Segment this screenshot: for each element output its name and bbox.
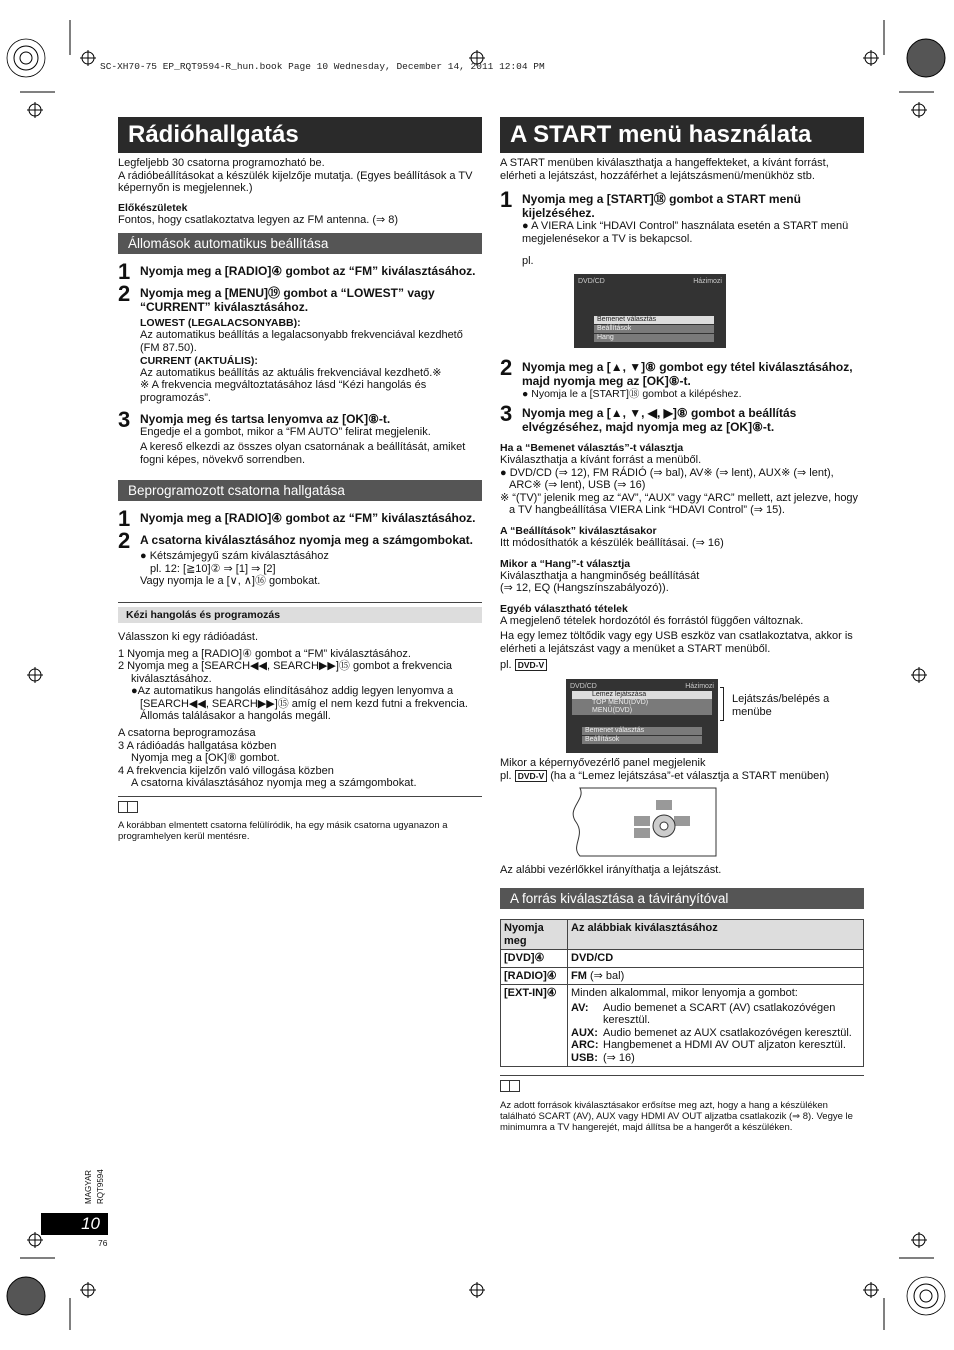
table-row	[501, 967, 864, 985]
step-detail: ● Nyomja le a [START]⑱ gombot a kilépéshez.	[522, 387, 742, 400]
note-text: A korábban elmentett csatorna felülíródik, ha egy másik csatorna ugyanazon a programhelyen kerül mentésre.	[118, 819, 448, 842]
lowest-heading: LOWEST (LEGALACSONYABB):	[140, 317, 301, 330]
option-text: Audio bemenet az AUX csatlakozóvégen keresztül.	[603, 1026, 852, 1039]
step-2: 2 Nyomja meg a [MENU]⑲ gombot a “LOWEST” vagy “CURRENT” kiválasztásához. LOWEST (LEGALACSONYABB): Az automatikus beállítás a legalacsonyabb frekvenciával kezdhető (FM 87.50). CURRENT (AKTUÁLIS): Az automatikus beállítás az aktuális frekvenciával kezdhető.※ ※ A frekvencia megváltoztatásához lásd “Kézi hangolás és programozás”.	[118, 286, 482, 404]
table-cell: [RADIO]④	[501, 967, 568, 985]
step-text: Nyomja meg és tartsa lenyomva az [OK]⑧-t.	[140, 412, 391, 427]
table-cell: [DVD]④	[501, 950, 568, 968]
manual-tuning-heading: Kézi hangolás és programozás	[118, 607, 482, 623]
page-number: 10	[41, 1213, 108, 1235]
dvd-v-badge: DVD-V	[515, 659, 547, 671]
manual-text: A csatorna kiválasztásához nyomja meg a számgombokat.	[131, 777, 417, 790]
body-text: ● DVD/CD (⇒ 12), FM RÁDIÓ (⇒ bal), AV※ (⇒ lent), AUX※ (⇒ lent),	[500, 466, 834, 479]
step-detail: pl. 12: [≧10]② ⇒ [1] ⇒ [2]	[150, 562, 276, 575]
table-header-cell: Nyomja meg	[501, 920, 568, 950]
manual-text: Nyomja meg a [OK]⑧ gombot.	[131, 752, 280, 765]
callout-text: Lejátszás/belépés a menübe	[732, 693, 830, 718]
menu-item-play-disc[interactable]: Lemez lejátszása	[572, 691, 712, 699]
menu-item-input-select[interactable]: Bemenet választás	[582, 727, 702, 735]
manual-text: 1 Nyomja meg a [RADIO]④ gombot a “FM” kiválasztásához.	[118, 647, 411, 660]
step-detail: ● Kétszámjegyű szám kiválasztásához	[140, 550, 329, 563]
body-text: Mikor a képernyővezérlő panel megjelenik	[500, 757, 706, 770]
left-page-title: Rádióhallgatás	[118, 117, 482, 153]
right-page-title: A START menü használata	[500, 117, 864, 153]
step-text: Nyomja meg a [START]⑱ gombot a START menü kijelzéséhez.	[522, 192, 801, 221]
body-text: ※ “(TV)” jelenik meg az “AV”, “AUX” vagy “ARC” mellett, azt jelezve, hogy a TV hangbeállítása VIERA Link “HDAVI Control” (⇒ 15).	[500, 491, 859, 517]
table-header-row	[501, 920, 864, 950]
menu-item-menu[interactable]: MENÜ(DVD)	[572, 707, 712, 715]
table-cell	[568, 985, 864, 1067]
menu-item-input-select[interactable]: Bemenet választás	[594, 316, 714, 324]
step-1: 1 Nyomja meg a [RADIO]④ gombot az “FM” kiválasztásához.	[118, 511, 482, 525]
body-text: Itt módosíthatók a készülék beállításai. (⇒ 16)	[500, 536, 724, 549]
menu-item-settings[interactable]: Beállítások	[594, 325, 714, 333]
screen-label: Házimozi	[693, 277, 722, 285]
print-page-number: 76	[98, 1238, 108, 1248]
side-labels	[84, 1158, 105, 1208]
body-text: Ha egy lemez töltődik vagy egy USB eszköz van csatlakoztatva, akkor is elérheti a lejátszást vagy a menüket a START menüből.	[500, 630, 853, 655]
manual-text: ●Az automatikus hangolás elindításához addig legyen lenyomva a	[131, 685, 454, 698]
current-note: ※ A frekvencia megváltoztatásához lásd “Kézi hangolás és programozás”.	[140, 379, 427, 404]
body-text: Kiválaszthatja a hangminőség beállítását	[500, 569, 700, 582]
note-book-icon	[500, 1080, 520, 1092]
body-text: Kiválaszthatja a kívánt forrást a menüből.	[500, 453, 702, 466]
sub-heading: Ha a “Bemenet választás”-t választja	[500, 441, 684, 454]
example-label: pl.	[500, 658, 512, 671]
current-heading: CURRENT (AKTUÁLIS):	[140, 354, 258, 367]
option-label: USB:	[571, 1051, 598, 1064]
intro-text: A rádióbeállításokat a készülék kijelzője mutatja. (Egyes beállítások a TV képernyőn is megjelennek.)	[118, 169, 473, 195]
step-2: 2 Nyomja meg a [▲, ▼]⑧ gombot egy tétel kiválasztásához, majd nyomja meg az [OK]⑧-t. ● Nyomja le a [START]⑱ gombot a kilépéshez.	[500, 360, 864, 400]
manual-text: [SEARCH◀◀, SEARCH▶▶]⑮ amíg el nem kezd futni a frekvencia.	[140, 697, 468, 710]
manual-text: A csatorna beprogramozása	[118, 727, 256, 740]
step-1: 1 Nyomja meg a [START]⑱ gombot a START menü kijelzéséhez. ● A VIERA Link “HDAVI Control” használata esetén a START menü megjelenésekor a TV is bekapcsol. pl. DVD/CD Házimozi Bemenet választás Beállítások Hang	[500, 192, 864, 348]
sub-heading: Egyéb választható tételek	[500, 602, 628, 615]
option-label: AV:	[571, 1001, 589, 1014]
manual-text: Válasszon ki egy rádióadást.	[118, 630, 259, 643]
table-cell: DVD/CD	[568, 950, 864, 968]
example-label: pl.	[500, 769, 512, 782]
screen-label: Házimozi	[685, 683, 714, 691]
option-label: AUX:	[571, 1026, 598, 1039]
table-cell: [EXT-IN]④	[501, 985, 568, 1067]
step-3: 3 Nyomja meg és tartsa lenyomva az [OK]⑧-t. Engedje el a gombot, mikor a “FM AUTO” felirat megjelenik. A kereső elkezdi az összes olyan csatornának a beállítását, amiket fogni képes, növekvő sorrendben.	[118, 412, 482, 466]
step-text: Nyomja meg a [▲, ▼]⑧ gombot egy tétel kiválasztásához, majd nyomja meg az [OK]⑧-t.	[522, 359, 853, 388]
body-text: Az alábbi vezérlőkkel irányíthatja a lejátszást.	[500, 863, 722, 876]
table-row	[501, 950, 864, 968]
screen-label: DVD/CD	[578, 277, 605, 285]
option-text: Audio bemenet a SCART (AV) csatlakozóvégen keresztül.	[603, 1001, 836, 1027]
body-text: (ha a “Lemez lejátszása”-et választja a START menüben)	[550, 769, 829, 782]
step-3: 3 Nyomja meg a [▲, ▼, ◀, ▶]⑧ gombot a beállítás elvégzéséhez, majd nyomja meg az [OK]⑧-t.	[500, 406, 864, 434]
step-detail: Vagy nyomja le a [∨, ∧]⑯ gombokat.	[140, 575, 321, 588]
table-cell-text: Minden alkalommal, mikor lenyomja a gombot:	[571, 987, 798, 1000]
step-detail: A kereső elkezdi az összes olyan csatornának a beállítását, amiket fogni képes, növekvő sorrendben.	[140, 440, 466, 466]
menu-item-settings[interactable]: Beállítások	[582, 736, 702, 744]
manual-text: Állomás találásakor a hangolás megáll.	[140, 710, 331, 723]
source-table	[500, 919, 864, 1067]
menu-item-sound[interactable]: Hang	[594, 334, 714, 342]
table-row	[501, 985, 864, 1067]
file-header: SC-XH70-75 EP_RQT9594-R_hun.book Page 10 Wednesday, December 14, 2011 12:04 PM	[100, 61, 545, 72]
manual-text: 2 Nyomja meg a [SEARCH◀◀, SEARCH▶▶]⑮ gombot a frekvencia	[118, 660, 453, 673]
example-label: pl.	[522, 255, 534, 268]
screen-label: DVD/CD	[570, 683, 597, 691]
intro-text: Legfeljebb 30 csatorna programozható be.	[118, 157, 325, 169]
step-detail: ● A VIERA Link “HDAVI Control” használata esetén a START menü megjelenésekor a TV is bekapcsol.	[522, 220, 849, 245]
note-text: Az adott források kiválasztásakor erősítse meg azt, hogy a hang a készüléken található SCART (AV), AUX vagy HDMI AV OUT aljzatba csatlakozik (⇒ 8). Vegye le minimumra a TV hangerejét, majd állítsa be a hangerőt a készüléken.	[500, 1100, 853, 1134]
step-text: Nyomja meg a [MENU]⑲ gombot a “LOWEST” vagy “CURRENT” kiválasztásához.	[140, 286, 435, 315]
start-menu-screen	[574, 274, 726, 348]
table-header-cell: Az alábbiak kiválasztásához	[568, 920, 864, 950]
step-text: Nyomja meg a [▲, ▼, ◀, ▶]⑧ gombot a beállítás elvégzéséhez, majd nyomja meg az [OK]⑧-t.	[522, 405, 797, 434]
manual-text: kiválasztásához.	[131, 672, 212, 685]
step-detail: Engedje el a gombot, mikor a “FM AUTO” felirat megjelenik.	[140, 426, 431, 439]
sub-heading: Mikor a “Hang”-t választja	[500, 557, 631, 570]
sub-heading: A “Beállítások” kiválasztásakor	[500, 524, 657, 537]
table-cell-ref: (⇒ bal)	[589, 969, 625, 982]
option-text: (⇒ 16)	[603, 1051, 635, 1064]
lowest-text: Az automatikus beállítás a legalacsonyabb frekvenciával kezdhető (FM 87.50).	[140, 329, 463, 354]
option-label: ARC:	[571, 1039, 599, 1052]
option-text: Hangbemenet a HDMI AV OUT aljzaton keresztül.	[603, 1039, 846, 1052]
dvd-v-badge: DVD-V	[515, 770, 547, 782]
prep-heading: Előkészületek	[118, 201, 188, 214]
intro-text: A START menüben kiválaszthatja a hangeffekteket, a kívánt forrást, elérheti a lejátszást, hozzáférhet a lejátszásmenü/menükhöz stb.	[500, 157, 829, 182]
prep-text: Fontos, hogy csatlakoztatva legyen az FM antenna. (⇒ 8)	[118, 213, 399, 226]
body-text: A megjelenő tételek hordozótól és forrástól függően változnak.	[500, 614, 804, 627]
section-auto-tuning: Állomások automatikus beállítása	[118, 233, 482, 254]
step-1: 1 Nyomja meg a [RADIO]④ gombot az “FM” kiválasztásához.	[118, 264, 482, 278]
step-text: Nyomja meg a [RADIO]④ gombot az “FM” kiválasztásához.	[140, 264, 476, 279]
step-2: 2 A csatorna kiválasztásához nyomja meg a számgombokat. ● Kétszámjegyű szám kiválasztásához pl. 12: [≧10]② ⇒ [1] ⇒ [2] Vagy nyomja le a [∨, ∧]⑯ gombokat.	[118, 533, 482, 588]
table-cell-strong: FM	[571, 969, 587, 982]
section-preset-listening: Beprogramozott csatorna hallgatása	[118, 480, 482, 501]
control-panel-illustration	[500, 786, 720, 858]
current-text: Az automatikus beállítás az aktuális frekvenciával kezdhető.※	[140, 366, 442, 379]
model-code: RQT9594	[96, 1169, 105, 1204]
dvd-start-menu-screen	[566, 679, 718, 753]
step-text: A csatorna kiválasztásához nyomja meg a számgombokat.	[140, 533, 474, 548]
left-column	[118, 157, 482, 842]
section-source-select: A forrás kiválasztása a távirányítóval	[500, 888, 864, 909]
right-column	[500, 157, 864, 1133]
manual-text: 4 A frekvencia kijelzőn való villogása közben	[118, 764, 334, 777]
menu-item-top-menu[interactable]: TOP MENÜ(DVD)	[572, 699, 712, 707]
step-text: Nyomja meg a [RADIO]④ gombot az “FM” kiválasztásához.	[140, 511, 476, 526]
manual-text: 3 A rádióadás hallgatása közben	[118, 739, 277, 752]
table-cell	[568, 967, 864, 985]
body-text: ARC※ (⇒ lent), USB (⇒ 16)	[509, 479, 646, 492]
body-text: (⇒ 12, EQ (Hangszínszabályozó)).	[500, 582, 669, 595]
note-book-icon	[118, 801, 138, 813]
language-label: MAGYAR	[84, 1169, 93, 1204]
